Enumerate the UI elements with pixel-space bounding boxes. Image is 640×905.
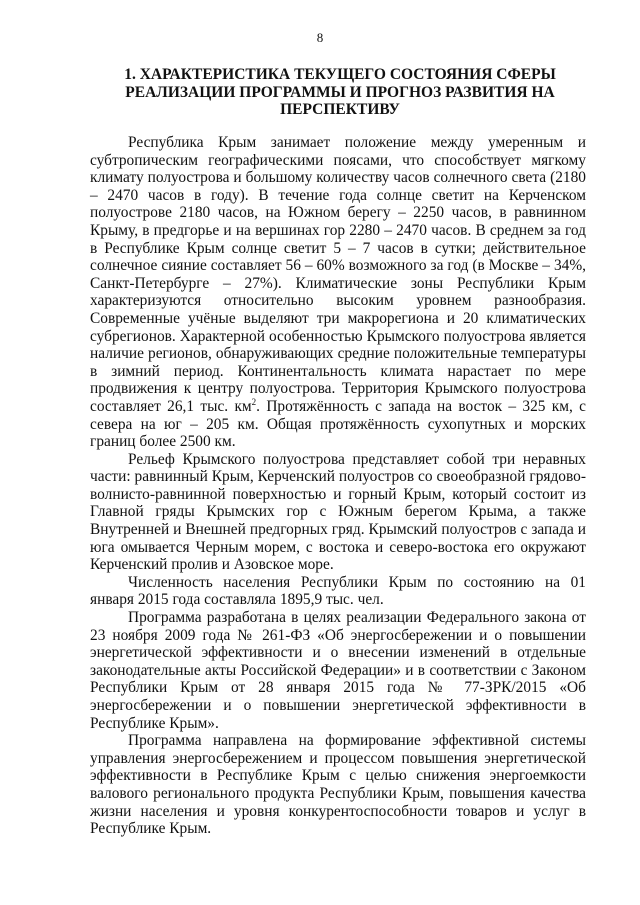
document-body (90, 134, 586, 838)
paragraph-relief: Рельеф Крымского полуострова представляет собой три неравных части: равнинный Крым, Керченский полуостров со своеобразной грядово-волнисто-равнинной поверхностью и горный Крым, который состоит из Главной гряды Крымских гор с Южным берегом Крыма, а также Внутренней и Внешней предгорных гряд. Крымский полуостров с запада и юга омывается Черным морем, с востока и северо-востока его окружают Керченский пролив и Азовское море. (90, 450, 586, 574)
section-heading (120, 66, 560, 119)
section-heading-line-3: ПЕРСПЕКТИВУ (280, 101, 400, 118)
paragraph-climate-text: Республика Крым занимает положение между умеренным и субтропическим географическими поясами, что способствует мягкому климату полуострова и большому количеству часов солнечного света (2180 – 2470 часов в году). В течение года солнце светит на Керченском полуострове 2180 часов, на Южном берегу – 2250 часов, в равнинном Крыму, в предгорье и на вершинах гор 2280 – 2470 часов. В среднем за год в Республике Крым солнце светит 5 – 7 часов в сутки; действительное солнечное сияние составляет 56 – 60% возможного за год (в Москве – 34%, Санкт-Петербурге – 27%). Климатические зоны Республики Крым характеризуются относительно высоким уровнем разнообразия. Современные учёные выделяют три макрорегиона и 20 климатических субрегионов. Характерной особенностью Крымского полуострова является наличие регионов, обнаруживающих средние положительные температуры в зимний период. Континентальность климата нарастает по мере продвижения к центру полуострова. Территория Крымского полуострова составляет 26,1 тыс. км (90, 134, 586, 415)
area-unit-superscript: 2 (251, 396, 257, 407)
section-heading-line-1: 1. ХАРАКТЕРИСТИКА ТЕКУЩЕГО СОСТОЯНИЯ СФЕРЫ (124, 66, 556, 83)
paragraph-climate-text-end: . Протяжённость с запада на восток – 325 км, с севера на юг – 205 км. Общая протяжённость сухопутных и морских границ более 2500 км. (90, 397, 586, 451)
page-number: 8 (316, 30, 324, 45)
paragraph-climate (90, 134, 586, 451)
paragraph-population: Численность населения Республики Крым по состоянию на 01 января 2015 года составляла 1895,9 тыс. чел. (90, 573, 586, 609)
paragraph-legal-basis: Программа разработана в целях реализации Федерального закона от 23 ноября 2009 года № 261-ФЗ «Об энергосбережении и о повышении энергетической эффективности и о внесении изменений в отдельные законодательные акты Российской Федерации» и в соответствии с Законом Республики Крым от 28 января 2015 года № 77-ЗРК/2015 «Об энергосбережении и о повышении энергетической эффективности в Республике Крым». (90, 609, 586, 732)
paragraph-program-goal: Программа направлена на формирование эффективной системы управления энергосбережением и процессом повышения энергетической эффективности в Республике Крым с целью снижения энергоемкости валового регионального продукта Республики Крым, повышения качества жизни населения и уровня конкурентоспособности товаров и услуг в Республике Крым. (90, 732, 586, 838)
section-heading-line-2: РЕАЛИЗАЦИИ ПРОГРАММЫ И ПРОГНОЗ РАЗВИТИЯ НА (125, 83, 555, 101)
